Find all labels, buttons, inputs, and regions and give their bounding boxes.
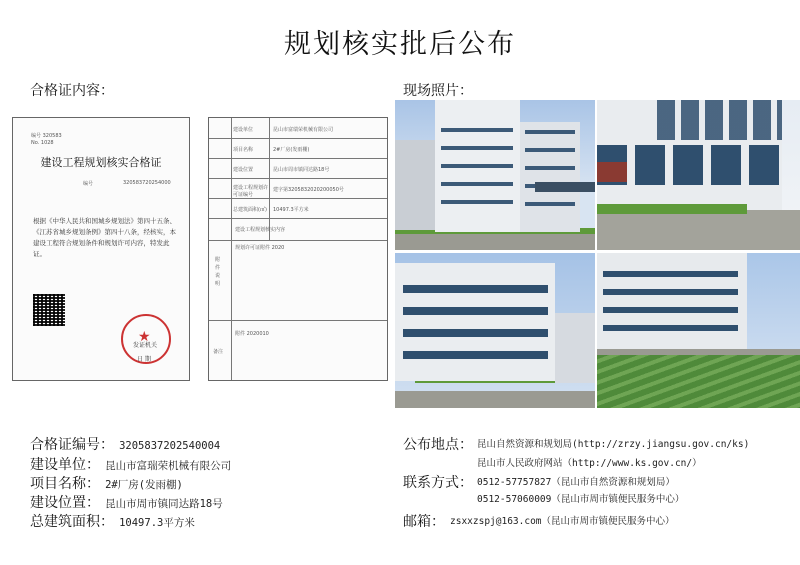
email-label: 邮箱： [403,514,445,530]
location-row [30,492,223,512]
publish-value-2[interactable]: 昆山市人民政府网站（http://www.ks.gov.cn/） [477,458,702,469]
contact-label: 联系方式： [403,475,473,491]
cert-row-label: 总建筑面积(㎡) [233,207,267,213]
cert-side-label: 附 件 说 明 [215,257,221,287]
publish-label: 公布地点： [403,437,473,453]
site-photo-4 [597,253,800,408]
cert-row-label: 建设工程规划核实内容 [235,227,286,233]
contact-value-1: 0512-57757827（昆山市自然资源和规划局） [477,477,675,488]
certificate-back-scan [208,117,388,381]
cert-row-label: 项目名称 [233,147,254,153]
site-photo-3 [395,253,595,408]
project-row [30,473,183,493]
cert-no-row [30,434,220,454]
cert-no-value: 3205837202540004 [119,440,221,452]
cert-no-label: 合格证编号： [30,437,114,453]
cert-header-no: No. 1028 [31,140,54,146]
email-value[interactable]: zsxxzspj@163.com（昆山市周市镇便民服务中心） [450,516,675,527]
cert-row-value: 昆山市富瑞荣机械有限公司 [273,127,334,133]
cert-row-label: 建设单位 [233,127,254,133]
site-photo-1 [395,100,595,250]
project-label: 项目名称： [30,476,100,492]
photos-section-label: 现场照片： [403,83,473,99]
location-value: 昆山市周市镇同达路18号 [105,498,223,510]
cert-row-label: 建设工程规划许可证编号 [233,185,269,198]
cert-title: 建设工程规划核实合格证 [40,156,162,169]
cert-row-label: 备注 [213,349,224,355]
cert-issuer: 发证机关 [133,342,158,349]
qr-code [33,294,65,326]
area-row [30,511,195,531]
unit-value: 昆山市富瑞荣机械有限公司 [105,460,232,472]
publish-value-1[interactable]: 昆山自然资源和规划局(http://zrzy.jiangsu.gov.cn/ks) [477,439,750,450]
cert-number-label: 编号 [83,181,94,187]
cert-body-text: 根据《中华人民共和国城乡规划法》第四十五条、《江苏省城乡规划条例》第四十八条，经核实，本建设工程符合规划条件和规划许可内容，特发此证。 [33,217,176,258]
page-title: 规划核实批后公布 [284,29,516,60]
cert-row-value: 10497.3平方米 [273,207,309,213]
cert-row-value: 建字第3205832020200050号 [273,187,344,193]
unit-row [30,454,231,474]
contact-value-2: 0512-57060009（昆山市周市镇便民服务中心） [477,494,685,505]
unit-label: 建设单位： [30,457,100,473]
official-stamp: ★ [121,314,171,364]
cert-row-value: 附件 2020010 [235,331,269,337]
cert-header-code: 编号 320583 [31,133,62,139]
cert-number-value: 320583720254000 [123,180,171,186]
cert-row-value: 昆山市周市镇同达路18号 [273,167,330,173]
cert-row-value: 2#厂房(发雨棚) [273,147,310,153]
area-value: 10497.3平方米 [119,517,195,529]
cert-date-label: 日 期 [137,356,151,363]
area-label: 总建筑面积： [30,514,114,530]
cert-row-value: 规划许可证附件 2020 [235,245,285,251]
certificate-section-label: 合格证内容： [30,83,114,99]
site-photo-2 [597,100,800,250]
location-label: 建设位置： [30,495,100,511]
cert-row-label: 建设位置 [233,167,254,173]
project-value: 2#厂房(发雨棚) [105,479,183,491]
certificate-front-scan [12,117,190,381]
